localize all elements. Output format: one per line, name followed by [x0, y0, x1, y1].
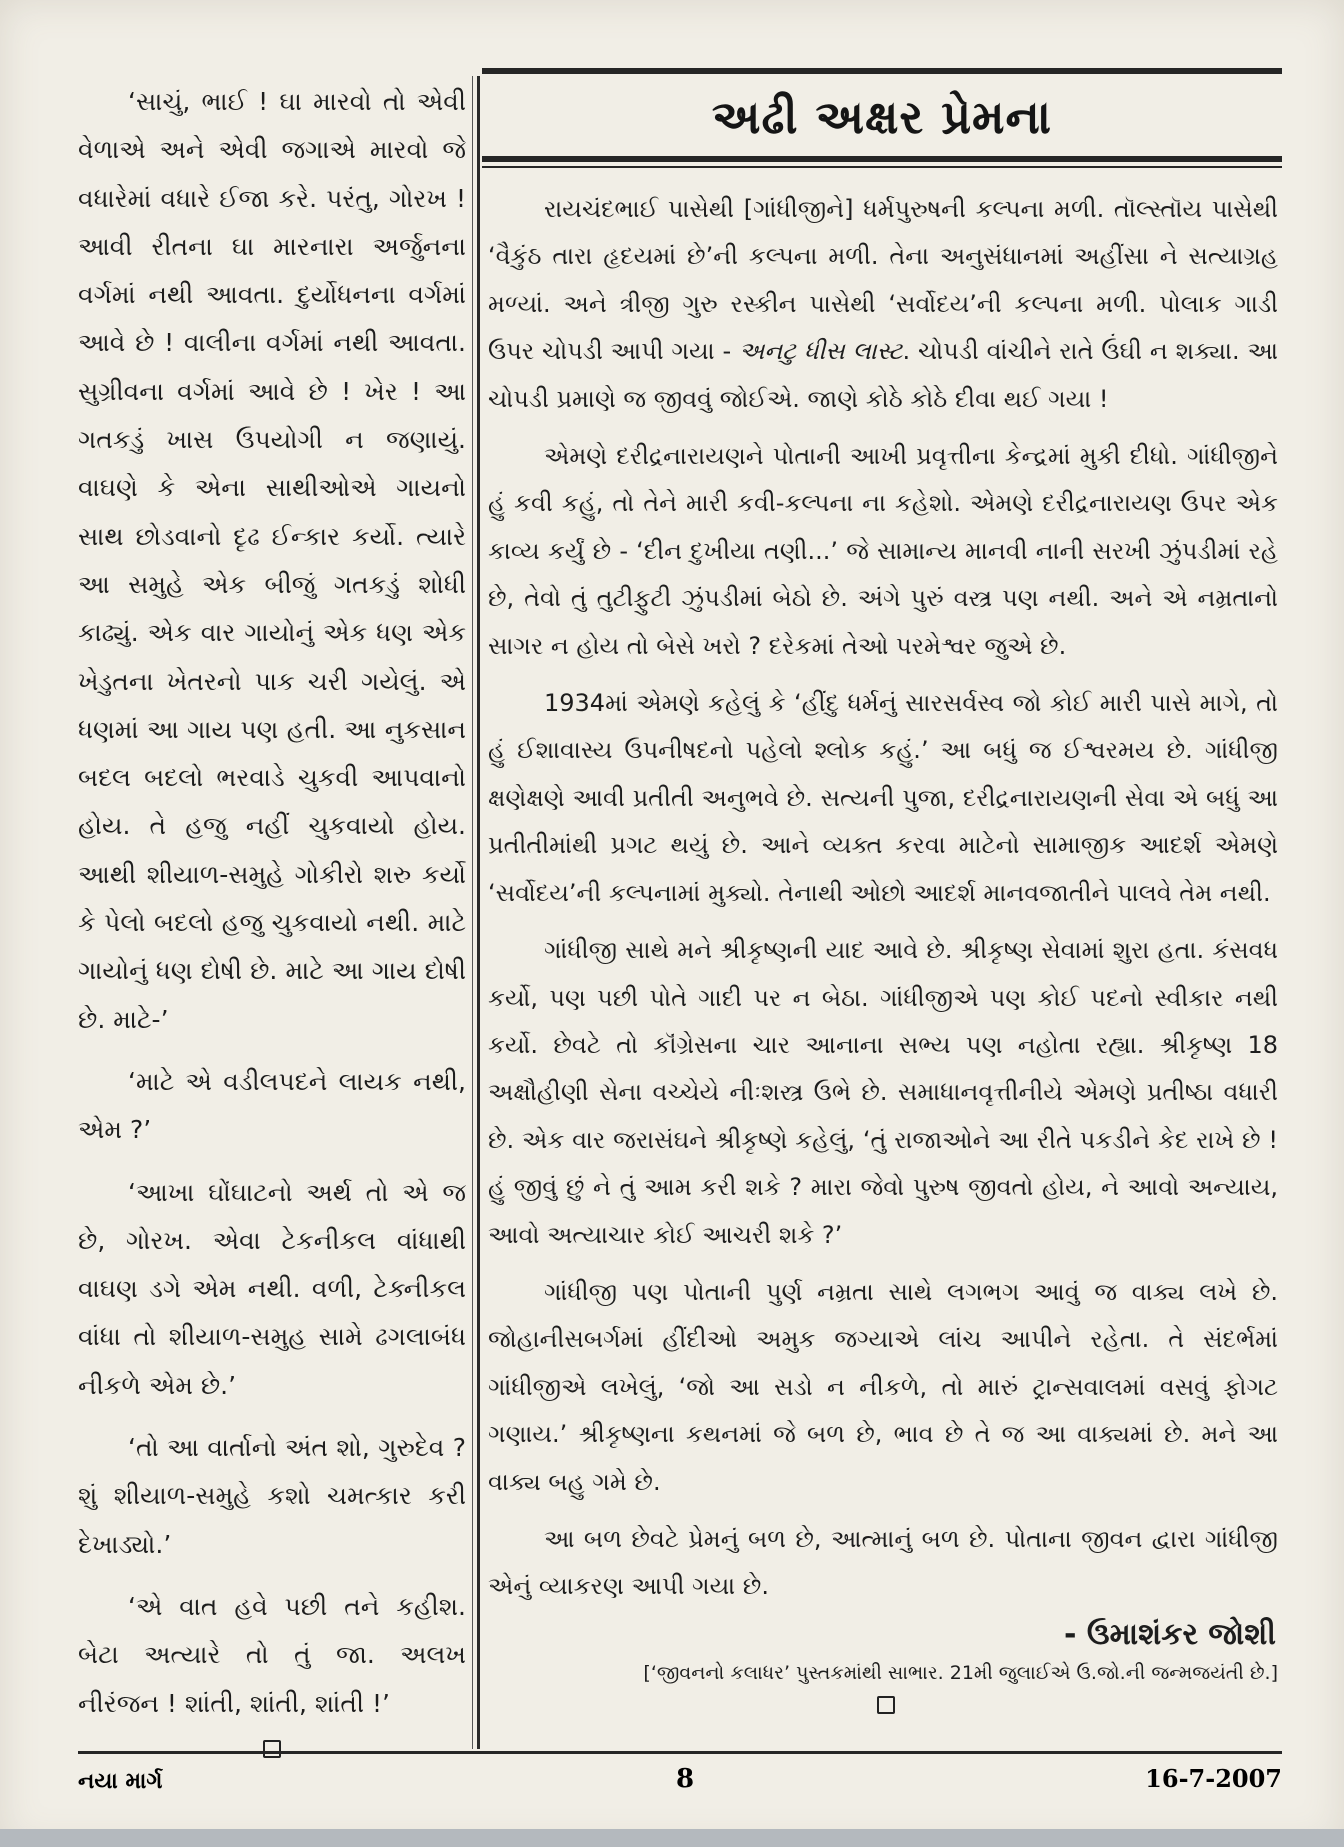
- story-paragraph: ‘માટે એ વડીલપદને લાયક નથી, એમ ?’: [78, 1066, 466, 1145]
- story-paragraph: ‘એ વાત હવે પછી તને કહીશ. બેટા અત્યારે તો તું જા. અલખ નીરંજન ! શાંતી, શાંતી, શાંતી !’: [78, 1591, 466, 1718]
- end-of-article-box-icon: [877, 1696, 895, 1714]
- story-paragraph: ‘સાચું, ભાઈ ! ઘા મારવો તો એવી વેળાએ અને એવી જગાએ મારવો જે વધારેમાં વધારે ઈજા કરે. પરંતુ, ગોરખ ! આવી રીતના ઘા મારનારા અર્જુનના વર્ગમાં નથી આવતા. દુર્યોધનના વર્ગમાં આવે છે ! વાલીના વર્ગમાં નથી આવતા. સુગ્રીવના વર્ગમાં આવે છે ! ખેર ! આ ગતકડું ખાસ ઉપયોગી ન જણાયું. વાઘણે કે એના સાથીઓએ ગાયનો સાથ છોડવાનો દૃઢ ઈન્કાર કર્યો. ત્યારે આ સમુહે એક બીજું ગતકડું શોધી કાઢ્યું. એક વાર ગાયોનું એક ધણ એક ખેડુતના ખેતરનો પાક ચરી ગયેલું. એ ધણમાં આ ગાય પણ હતી. આ નુકસાન બદલ બદલો ભરવાડે ચુકવી આપવાનો હોય. તે હજુ નહીં ચુકવાયો હોય. આથી શીયાળ-સમુહે ગોકીરો શરુ કર્યો કે પેલો બદલો હજુ ચુકવાયો નથી. માટે ગાયોનું ધણ દોષી છે. માટે આ ગાય દોષી છે. માટે-’: [78, 87, 466, 1034]
- story-paragraph: ‘આખા ઘોંઘાટનો અર્થ તો એ જ છે, ગોરખ. એવા ટેકનીકલ વાંધાથી વાઘણ ડગે એમ નથી. વળી, ટેક્નીકલ વાંધા તો શીયાળ-સમુહ સામે ઢગલાબંધ નીકળે એમ છે.’: [78, 1177, 466, 1400]
- article-paragraph: [482, 186, 1282, 423]
- publication-name: નયા માર્ગ: [78, 1768, 163, 1794]
- article-column: [482, 68, 1282, 1714]
- article-paragraph: એમણે દરીદ્રનારાયણને પોતાની આખી પ્રવૃત્તીના કેન્દ્રમાં મુકી દીધો. ગાંધીજીને હું કવી કહું, તો તેને મારી કવી-કલ્પના ના કહેશો. એમણે દરીદ્રનારાયણ ઉપર એક કાવ્ય કર્યું છે - ‘દીન દુખીયા તણી...’ જે સામાન્ય માનવી નાની સરખી ઝુંપડીમાં રહે છે, તેવો તું તુટીફુટી ઝુંપડીમાં બેઠો છે. અંગે પુરું વસ્ત્ર પણ નથી. અને એ નમ્રતાનો સાગર ન હોય તો બેસે ખરો ? દરેકમાં તેઓ પરમેશ્વર જુએ છે.: [488, 442, 1278, 660]
- left-column-story: [78, 78, 466, 1758]
- scan-background-edge: [0, 1829, 1344, 1847]
- article-paragraph: આ બળ છેવટે પ્રેમનું બળ છે, આત્માનું બળ છે. પોતાના જીવન દ્વારા ગાંધીજી એનું વ્યાકરણ આપી ગયા છે.: [488, 1524, 1278, 1601]
- article-paragraph: ગાંધીજી પણ પોતાની પુર્ણ નમ્રતા સાથે લગભગ આવું જ વાક્ય લખે છે. જોહાનીસબર્ગમાં હીંદીઓ અમુક જગ્યાએ લાંચ આપીને રહેતા. તે સંદર્ભમાં ગાંધીજીએ લખેલું, ‘જો આ સડો ન નીકળે, તો મારું ટ્રાન્સવાલમાં વસવું ફોગટ ગણાય.’ શ્રીકૃષ્ણના કથનમાં જે બળ છે, ભાવ છે તે જ આ વાક્યમાં છે. મને આ વાક્ય બહુ ગમે છે.: [488, 1277, 1278, 1496]
- book-title-italic: અનટુ ધીસ લાસ્ટ: [738, 337, 903, 366]
- article-text: . ચોપડી વાંચીને રાતે ઉંઘી ન શક્યા. આ ચોપડી પ્રમાણે જ જીવવું જોઈએ. જાણે કોઠે કોઠે દીવા થઈ ગયા !: [488, 337, 1278, 413]
- source-note: [‘જીવનનો કલાધર’ પુસ્તકમાંથી સાભાર. 21મી જુલાઈએ ઉ.જો.ની જન્મજયંતી છે.]: [643, 1661, 1278, 1684]
- column-divider: [477, 76, 480, 1749]
- end-of-story-box-icon: [263, 1740, 281, 1758]
- article-paragraph: ગાંધીજી સાથે મને શ્રીકૃષ્ણની યાદ આવે છે. શ્રીકૃષ્ણ સેવામાં શુરા હતા. કંસવધ કર્યો, પણ પછી પોતે ગાદી પર ન બેઠા. ગાંધીજીએ પણ કોઈ પદનો સ્વીકાર નથી કર્યો. છેવટે તો કૉંગ્રેસના ચાર આનાના સભ્ય પણ નહોતા રહ્યા. શ્રીકૃષ્ણ 18 અક્ષૌહીણી સેના વચ્ચેયે નીઃશસ્ત્ર ઉભે છે. સમાધાનવૃત્તીનીયે એમણે પ્રતીષ્ઠા વધારી છે. એક વાર જરાસંઘને શ્રીકૃષ્ણે કહેલું, ‘તું રાજાઓને આ રીતે પકડીને કેદ રાખે છે ! હું જીવું છું ને તું આમ કરી શકે ? મારા જેવો પુરુષ જીવતો હોય, ને આવો અન્યાય, આવો અત્યાચાર કોઈ આચરી શકે ?’: [488, 936, 1278, 1249]
- author-byline: - ઉમાશંકર જોશી: [1064, 1616, 1276, 1652]
- story-paragraph: ‘તો આ વાર્તાનો અંત શો, ગુરુદેવ ? શું શીયાળ-સમુહે કશો ચમત્કાર કરી દેખાડ્યો.’: [78, 1433, 466, 1559]
- issue-date: 16-7-2007: [1145, 1764, 1282, 1793]
- footer-rule: [78, 1751, 1282, 1754]
- article-header: [482, 74, 1282, 156]
- article-text: રાયચંદભાઈ પાસેથી [ગાંધીજીને] ધર્મપુરુષની કલ્પના મળી. તૉલ્સ્તૉય પાસેથી ‘વૈકુંઠ તારા હૃદયમાં છે’ની કલ્પના મળી. તેના અનુસંધાનમાં અહીંસા ને સત્યાગ્રહ મળ્યાં. અને ત્રીજી ગુરુ રસ્કીન પાસેથી ‘સર્વોદય’ની કલ્પના મળી. પોલાક ગાડી ઉપર ચોપડી આપી ગયા -: [488, 195, 1278, 366]
- page-number: 8: [676, 1764, 695, 1794]
- article-paragraph: 1934માં એમણે કહેલું કે ‘હીંદુ ધર્મનું સારસર્વસ્વ જો કોઈ મારી પાસે માગે, તો હું ઈશાવાસ્ય ઉપનીષદનો પહેલો શ્લોક કહું.’ આ બધું જ ઈશ્વરમય છે. ગાંધીજી ક્ષણેક્ષણે આવી પ્રતીતી અનુભવે છે. સત્યની પુજા, દરીદ્રનારાયણની સેવા એ બધું આ પ્રતીતીમાંથી પ્રગટ થયું છે. આને વ્યક્ત કરવા માટેનો સામાજીક આદર્શ એમણે ‘સર્વોદય’ની કલ્પનામાં મુક્યો. તેનાથી ઓછો આદર્શ માનવજાતીને પાલવે તેમ નથી.: [488, 689, 1278, 907]
- column-divider-thin: [472, 76, 473, 1749]
- title-rule-bottom: [482, 156, 1282, 162]
- article-title: અઢી અક્ષર પ્રેમના: [711, 90, 1053, 144]
